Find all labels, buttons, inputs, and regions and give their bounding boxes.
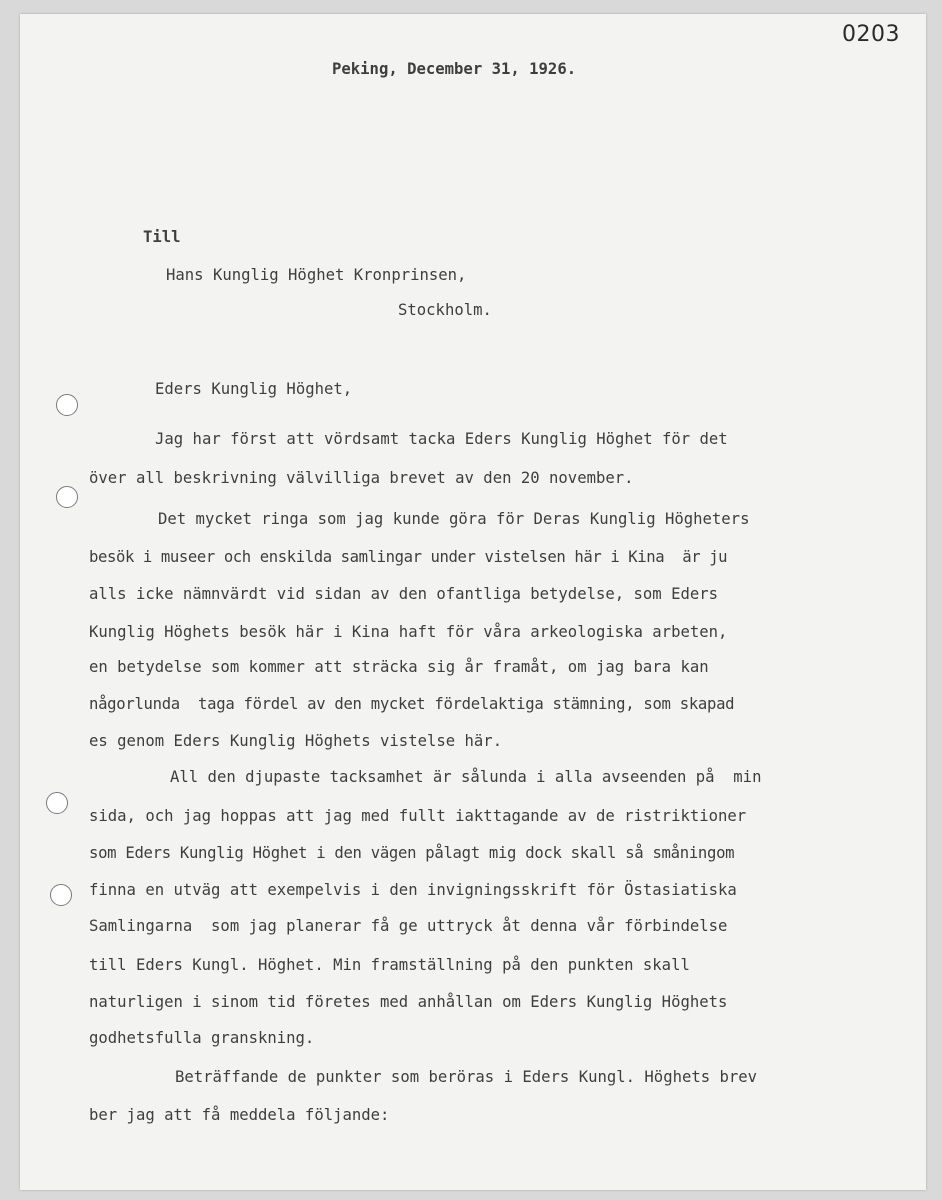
- body-line: Jag har först att vördsamt tacka Eders Kunglig Höghet för det: [155, 430, 728, 448]
- body-line: naturligen i sinom tid företes med anhållan om Eders Kunglig Höghets: [89, 993, 728, 1011]
- body-line: es genom Eders Kunglig Höghets vistelse här.: [89, 732, 503, 750]
- body-line: alls icke nämnvärdt vid sidan av den ofantliga betydelse, som Eders: [89, 585, 719, 603]
- punch-hole: [50, 884, 72, 906]
- body-line: sida, och jag hoppas att jag med fullt iakttagande av de ristriktioner: [89, 807, 747, 825]
- recipient-to: Till: [143, 228, 181, 246]
- body-line: Kunglig Höghets besök här i Kina haft för våra arkeologiska arbeten,: [89, 623, 728, 641]
- body-line: över all beskrivning välvilliga brevet av den 20 november.: [89, 469, 634, 487]
- dateline: Peking, December 31, 1926.: [332, 60, 577, 78]
- salutation: Eders Kunglig Höghet,: [155, 380, 353, 398]
- body-line: som Eders Kunglig Höghet i den vägen pålagt mig dock skall så småningom: [89, 844, 735, 862]
- body-line: besök i museer och enskilda samlingar under vistelsen här i Kina är ju: [89, 548, 728, 566]
- recipient-city: Stockholm.: [398, 301, 492, 319]
- body-line: till Eders Kungl. Höghet. Min framställning på den punkten skall: [89, 956, 690, 974]
- recipient-name: Hans Kunglig Höghet Kronprinsen,: [166, 266, 467, 284]
- body-line: finna en utväg att exempelvis i den invigningsskrift för Östasiatiska: [89, 881, 737, 899]
- punch-hole: [56, 486, 78, 508]
- body-line: Beträffande de punkter som beröras i Eders Kungl. Höghets brev: [175, 1068, 758, 1086]
- body-line: Det mycket ringa som jag kunde göra för Deras Kunglig Högheters: [158, 510, 750, 528]
- body-line: en betydelse som kommer att sträcka sig år framåt, om jag bara kan: [89, 658, 709, 676]
- body-line: All den djupaste tacksamhet är sålunda i alla avseenden på min: [170, 768, 762, 786]
- body-line: godhetsfulla granskning.: [89, 1029, 315, 1047]
- archive-number: 0203: [842, 22, 900, 47]
- punch-hole: [46, 792, 68, 814]
- body-line: ber jag att få meddela följande:: [89, 1106, 390, 1124]
- body-line: någorlunda taga fördel av den mycket fördelaktiga stämning, som skapad: [89, 695, 735, 713]
- body-line: Samlingarna som jag planerar få ge uttryck åt denna vår förbindelse: [89, 917, 728, 935]
- punch-hole: [56, 394, 78, 416]
